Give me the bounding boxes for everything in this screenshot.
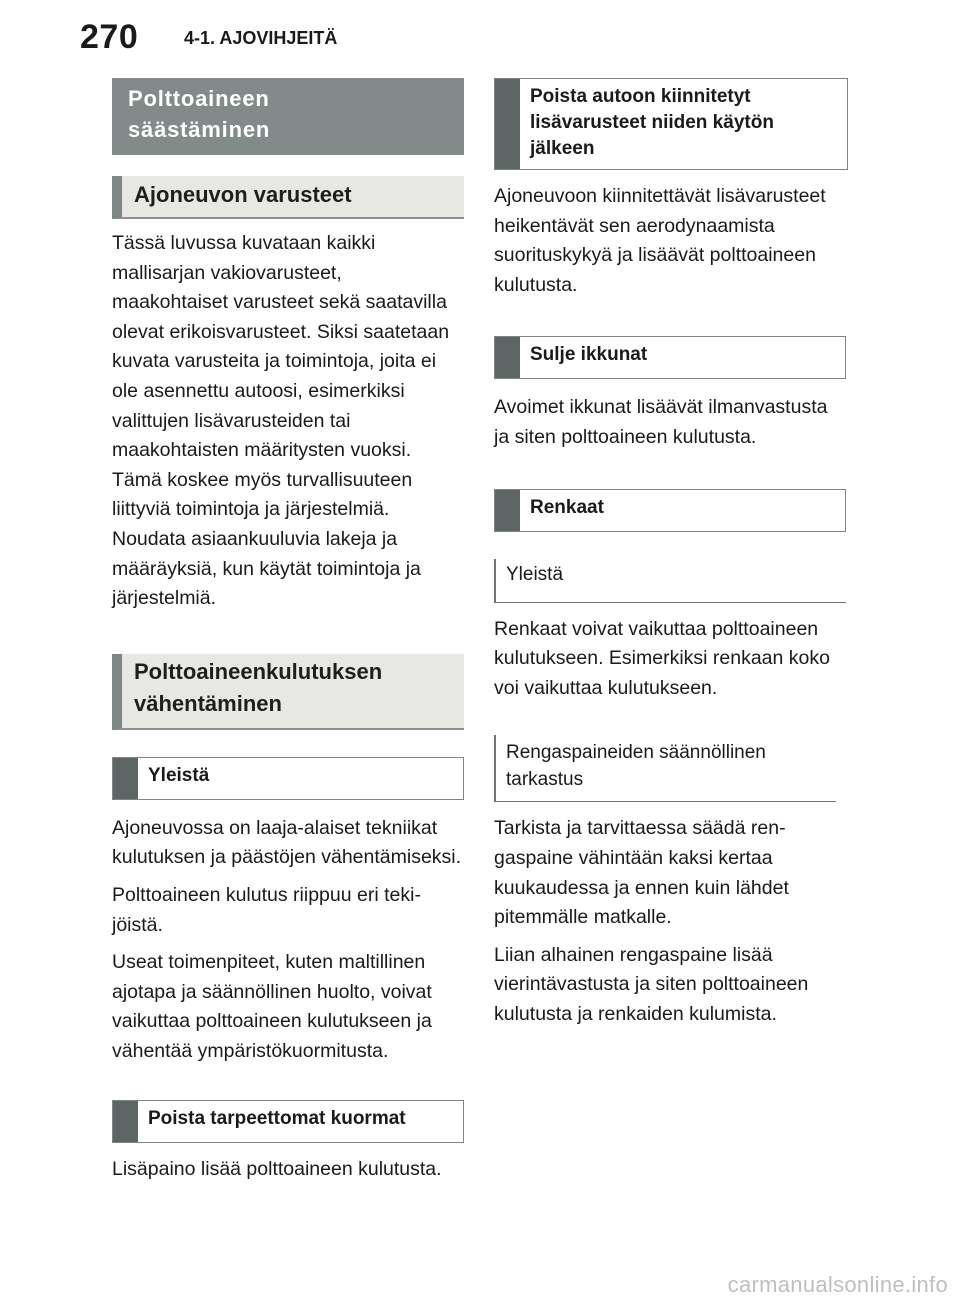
section-heading-fuel-reduction-line1: Polttoaineenkulutuksen xyxy=(134,658,383,684)
main-heading-band xyxy=(112,78,464,155)
remove-loads-paragraph: Lisäpaino lisää polttoaineen kulutusta. xyxy=(112,1158,442,1181)
tyres-general-paragraph: Renkaat voivat vaikuttaa polttoaineen kulutukseen. Esimerkiksi renkaan koko voi vaikuttaa kulutukseen. xyxy=(494,617,830,699)
chapter-title: 4-1. AJOVIHJEITÄ xyxy=(184,28,338,48)
general-paragraph-1: Ajoneuvossa on laaja-alaiset tekniikat kulutuksen ja päästöjen vähentämiseksi. xyxy=(112,816,462,869)
subheading-general-label: Yleistä xyxy=(148,764,210,786)
tyre-pressure-paragraph-2: Liian alhainen rengaspaine lisää vierintävastusta ja siten polttoaineen kulutusta ja renkaiden kulumista. xyxy=(494,943,809,1025)
subheading-bar xyxy=(495,337,520,378)
subheading-bar xyxy=(495,79,520,169)
minor-heading-tyre-pressure: Rengaspaineiden säännöllinen tarkastus xyxy=(494,735,836,802)
vehicle-equipment-text: Tässä luvussa kuvataan kaikki mallisarjan vakiovarusteet, maakohtaiset varusteet sekä saatavilla olevat erikoisvarusteet. Siksi saatetaan kuvata varusteita ja toimintoja, joita ei ole asennettu autoosi, esimerkiksi valittujen lisävarusteiden tai maakohtaisten määritysten vuoksi. Tämä koskee myös turvallisuuteen liittyviä toimintoja ja järjestelmiä. Noudata asiaankuuluvia lakeja ja määräyksiä, kun käytät toimintoja ja järjestelmiä. xyxy=(112,232,450,610)
section-heading-fuel-reduction-line2: vähentäminen xyxy=(134,690,282,716)
subheading-general xyxy=(112,757,464,800)
main-heading-line2: säästäminen xyxy=(128,117,271,142)
section-heading-fuel-reduction xyxy=(112,654,464,730)
main-heading-line1: Polttoaineen xyxy=(128,86,270,111)
subheading-remove-accessories xyxy=(494,78,848,170)
remove-accessories-paragraph: Ajoneuvoon kiinnitettävät lisävarusteet heikentävät sen aerodynaamista suorituskykyä ja lisäävät polttoaineen kulutusta. xyxy=(494,185,826,296)
subheading-bar xyxy=(113,758,138,799)
subheading-remove-loads-label: Poista tarpeettomat kuormat xyxy=(148,1108,406,1130)
tyre-pressure-paragraph-1: Tarkista ja tarvittaessa säädä rengaspaine vähintään kaksi kertaa kuukaudessa ja ennen kuin lähdet pitemmälle matkalle. xyxy=(494,817,789,929)
subheading-close-windows xyxy=(494,336,846,379)
close-windows-paragraph: Avoimet ikkunat lisäävät ilmanvastusta ja siten polttoaineen kulutusta. xyxy=(494,396,828,448)
subheading-remove-loads xyxy=(112,1100,464,1143)
right-column xyxy=(494,78,846,1030)
section-heading-vehicle-equipment: Ajoneuvon varusteet xyxy=(112,176,464,219)
general-paragraph-3: Useat toimenpiteet, kuten maltillinen ajotapa ja säännöllinen huolto, voivat vaikuttaa polttoaineen kulutukseen ja vähentää ympäristökuormitusta. xyxy=(112,951,432,1062)
minor-heading-tyres-general: Yleistä xyxy=(494,559,846,603)
subheading-remove-accessories-label: Poista autoon kiinnitetyt lisävarusteet niiden käytön jälkeen xyxy=(530,86,774,159)
subheading-close-windows-label: Sulje ikkunat xyxy=(530,344,648,366)
subheading-bar xyxy=(113,1101,138,1142)
subheading-tyres-label: Renkaat xyxy=(530,496,604,518)
general-paragraph-2: Polttoaineen kulutus riippuu eri tekijöistä. xyxy=(112,883,421,936)
subheading-bar xyxy=(495,490,520,531)
left-column xyxy=(112,78,464,1185)
page-number: 270 xyxy=(80,18,139,56)
watermark: carmanualsonline.info xyxy=(727,1272,948,1297)
subheading-tyres xyxy=(494,489,846,532)
